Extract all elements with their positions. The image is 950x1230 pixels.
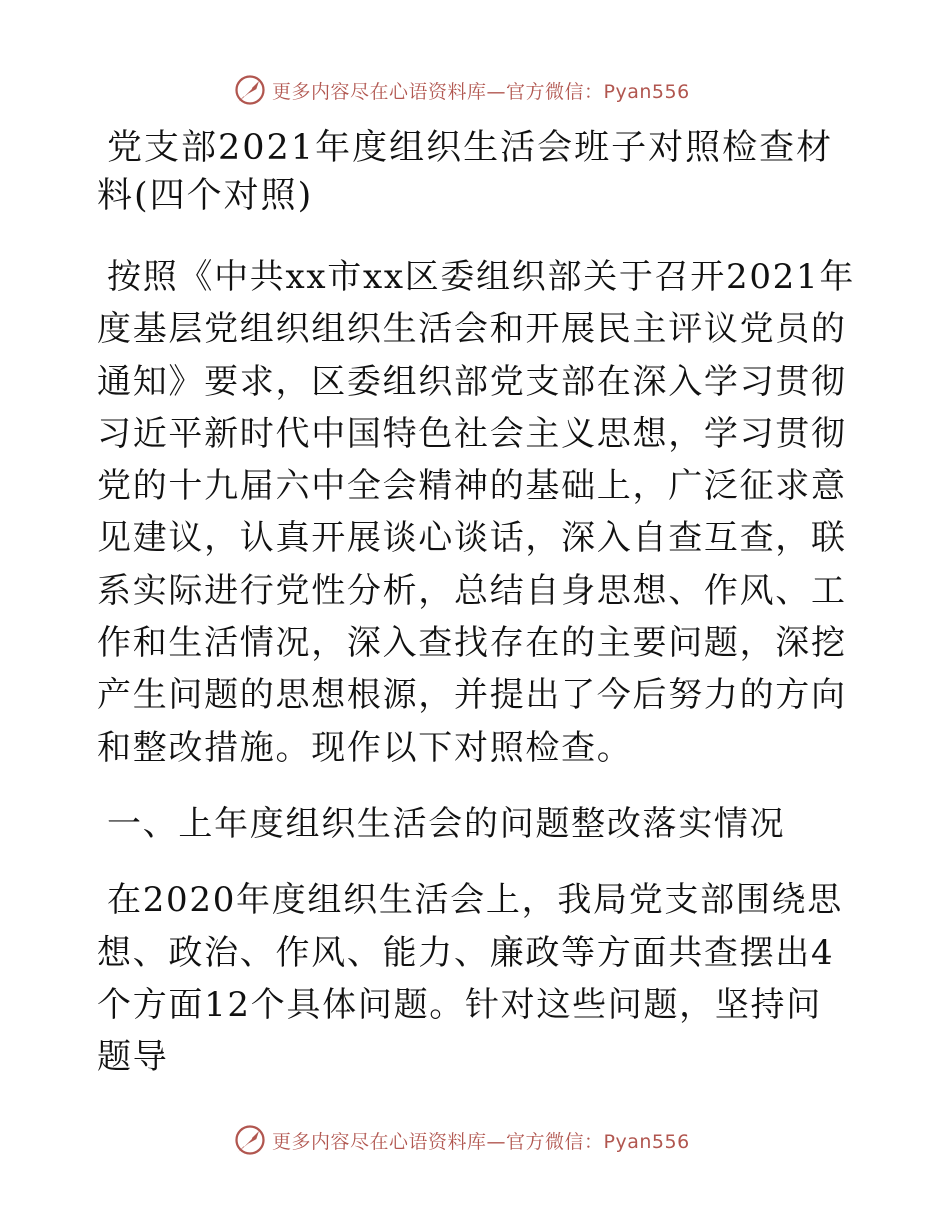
watermark-header bbox=[232, 70, 690, 110]
watermark-text: 更多内容尽在心语资料库—官方微信：Pyan556 bbox=[272, 1130, 690, 1153]
document-title: 党支部2021年度组织生活会班子对照检查材料(四个对照) bbox=[97, 128, 834, 216]
watermark-footer bbox=[232, 1120, 690, 1160]
intro-paragraph: 按照《中共xx市xx区委组织部关于召开2021年度基层党组织组织生活会和开展民主评议党员的通知》要求，区委组织部党支部在深入学习贯彻习近平新时代中国特色社会主义思想，学习贯彻党的十九届六中全会精神的基础上，广泛征求意见建议，认真开展谈心谈话，深入自查互查，联系实际进行党性分析，总结自身思想、作风、工作和生活情况，深入查找存在的主要问题，深挖产生问题的思想根源，并提出了今后努力的方向和整改措施。现作以下对照检查。 bbox=[97, 257, 856, 768]
watermark-text: 更多内容尽在心语资料库—官方微信：Pyan556 bbox=[272, 80, 690, 103]
quill-pen-circle-icon bbox=[232, 1122, 268, 1158]
quill-pen-circle-icon bbox=[232, 72, 268, 108]
document-page bbox=[97, 124, 857, 1083]
section-paragraph: 在2020年度组织生活会上，我局党支部围绕思想、政治、作风、能力、廉政等方面共查摆出4个方面12个具体问题。针对这些问题，坚持问题导 bbox=[97, 880, 843, 1078]
section-heading: 一、上年度组织生活会的问题整改落实情况 bbox=[107, 803, 786, 844]
